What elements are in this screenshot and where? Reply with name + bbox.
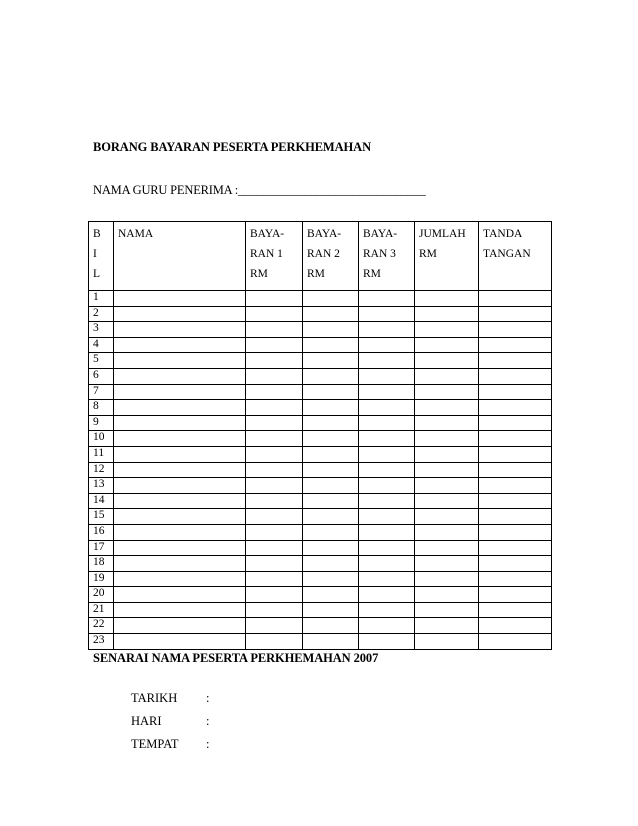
table-cell[interactable] <box>415 306 479 322</box>
table-cell[interactable] <box>303 400 359 416</box>
table-cell[interactable] <box>479 618 552 634</box>
table-cell[interactable] <box>303 337 359 353</box>
table-cell[interactable] <box>246 540 303 556</box>
table-row <box>89 462 552 478</box>
table-cell[interactable] <box>246 509 303 525</box>
table-cell[interactable] <box>303 556 359 572</box>
table-row <box>89 540 552 556</box>
table-row <box>89 556 552 572</box>
table-cell[interactable] <box>359 322 415 338</box>
table-cell[interactable] <box>359 587 415 603</box>
table-cell[interactable] <box>359 368 415 384</box>
table-cell[interactable] <box>303 571 359 587</box>
header-bayaran-1 <box>246 222 303 291</box>
table-cell[interactable] <box>114 306 246 322</box>
table-cell[interactable] <box>246 524 303 540</box>
header-line: RM <box>419 248 437 260</box>
table-cell[interactable] <box>415 524 479 540</box>
table-cell[interactable] <box>479 571 552 587</box>
table-cell[interactable] <box>303 509 359 525</box>
table-cell[interactable] <box>359 634 415 650</box>
table-cell[interactable] <box>479 353 552 369</box>
header-nama <box>114 222 246 291</box>
table-row <box>89 509 552 525</box>
table-cell[interactable] <box>479 493 552 509</box>
table-cell[interactable] <box>415 431 479 447</box>
table-cell[interactable] <box>359 306 415 322</box>
guru-penerima-line: NAMA GURU PENERIMA :_______________________________ <box>93 183 426 197</box>
table-cell[interactable] <box>303 634 359 650</box>
header-jumlah <box>415 222 479 291</box>
table-cell[interactable] <box>479 306 552 322</box>
table-cell[interactable] <box>479 556 552 572</box>
table-cell[interactable] <box>246 431 303 447</box>
table-cell[interactable] <box>246 618 303 634</box>
table-cell[interactable] <box>114 571 246 587</box>
table-cell[interactable] <box>303 384 359 400</box>
table-row <box>89 478 552 494</box>
header-line: JUMLAH <box>419 228 466 240</box>
table-cell[interactable] <box>114 478 246 494</box>
table-row <box>89 618 552 634</box>
list-title: SENARAI NAMA PESERTA PERKHEMAHAN 2007 <box>93 651 379 665</box>
table-cell[interactable] <box>303 602 359 618</box>
header-line: BAYA- <box>250 228 285 240</box>
table-row <box>89 571 552 587</box>
table-cell[interactable] <box>415 618 479 634</box>
table-cell[interactable] <box>303 478 359 494</box>
table-cell[interactable] <box>415 571 479 587</box>
table-cell[interactable] <box>303 306 359 322</box>
header-line: B <box>93 228 101 240</box>
table-cell[interactable] <box>479 462 552 478</box>
info-separator: : <box>206 737 210 751</box>
table-cell[interactable] <box>303 462 359 478</box>
table-cell[interactable] <box>479 587 552 603</box>
table-cell[interactable] <box>246 587 303 603</box>
header-line: I <box>93 248 97 260</box>
table-row <box>89 493 552 509</box>
table-cell[interactable] <box>114 587 246 603</box>
table-cell[interactable] <box>114 493 246 509</box>
table-cell[interactable] <box>415 368 479 384</box>
table-cell[interactable] <box>359 618 415 634</box>
row-number: 22 <box>89 618 114 634</box>
table-cell[interactable] <box>479 415 552 431</box>
table-cell[interactable] <box>246 384 303 400</box>
row-number: 17 <box>89 540 114 556</box>
table-cell[interactable] <box>114 291 246 307</box>
table-row <box>89 415 552 431</box>
table-cell[interactable] <box>246 353 303 369</box>
info-tarikh <box>131 691 209 706</box>
header-line: RAN 3 <box>363 248 396 260</box>
table-cell[interactable] <box>359 400 415 416</box>
table-cell[interactable] <box>359 462 415 478</box>
table-cell[interactable] <box>415 634 479 650</box>
table-cell[interactable] <box>359 431 415 447</box>
row-number: 12 <box>89 462 114 478</box>
table-row <box>89 524 552 540</box>
table-cell[interactable] <box>114 337 246 353</box>
table-row <box>89 446 552 462</box>
table-cell[interactable] <box>415 587 479 603</box>
header-line: RAN 2 <box>307 248 340 260</box>
header-line: BAYA- <box>307 228 342 240</box>
table-cell[interactable] <box>415 462 479 478</box>
table-cell[interactable] <box>246 493 303 509</box>
table-cell[interactable] <box>246 556 303 572</box>
table-cell[interactable] <box>114 415 246 431</box>
table-cell[interactable] <box>415 337 479 353</box>
table-cell[interactable] <box>246 337 303 353</box>
header-line: TANGAN <box>483 248 531 260</box>
table-row <box>89 431 552 447</box>
header-line: BAYA- <box>363 228 398 240</box>
row-number: 16 <box>89 524 114 540</box>
table-cell[interactable] <box>114 618 246 634</box>
table-cell[interactable] <box>359 509 415 525</box>
payment-table <box>88 221 552 650</box>
table-cell[interactable] <box>479 540 552 556</box>
table-cell[interactable] <box>246 306 303 322</box>
table-cell[interactable] <box>114 322 246 338</box>
row-number: 21 <box>89 602 114 618</box>
row-number: 4 <box>89 337 114 353</box>
table-cell[interactable] <box>479 368 552 384</box>
table-cell[interactable] <box>479 634 552 650</box>
table-cell[interactable] <box>246 446 303 462</box>
header-line: NAMA <box>118 228 154 240</box>
table-row <box>89 368 552 384</box>
table-cell[interactable] <box>246 571 303 587</box>
table-cell[interactable] <box>246 462 303 478</box>
table-cell[interactable] <box>415 291 479 307</box>
row-number: 5 <box>89 353 114 369</box>
table-cell[interactable] <box>359 446 415 462</box>
table-cell[interactable] <box>114 540 246 556</box>
table-cell[interactable] <box>359 493 415 509</box>
table-cell[interactable] <box>359 524 415 540</box>
table-cell[interactable] <box>303 415 359 431</box>
table-cell[interactable] <box>415 384 479 400</box>
info-separator: : <box>206 714 210 728</box>
table-cell[interactable] <box>114 368 246 384</box>
table-cell[interactable] <box>359 540 415 556</box>
table-cell[interactable] <box>479 446 552 462</box>
table-cell[interactable] <box>415 540 479 556</box>
row-number: 7 <box>89 384 114 400</box>
row-number: 15 <box>89 509 114 525</box>
table-cell[interactable] <box>359 291 415 307</box>
table-cell[interactable] <box>114 431 246 447</box>
table-row <box>89 322 552 338</box>
table-cell[interactable] <box>114 400 246 416</box>
table-cell[interactable] <box>303 431 359 447</box>
table-cell[interactable] <box>246 415 303 431</box>
table-header-row <box>89 222 552 291</box>
table-row <box>89 602 552 618</box>
table-cell[interactable] <box>479 400 552 416</box>
table-cell[interactable] <box>359 353 415 369</box>
table-cell[interactable] <box>114 556 246 572</box>
table-cell[interactable] <box>114 602 246 618</box>
table-cell[interactable] <box>415 446 479 462</box>
form-title: BORANG BAYARAN PESERTA PERKHEMAHAN <box>93 140 372 154</box>
table-cell[interactable] <box>415 493 479 509</box>
table-cell[interactable] <box>359 556 415 572</box>
header-line: RM <box>250 268 268 280</box>
header-line: L <box>93 268 101 280</box>
table-cell[interactable] <box>359 415 415 431</box>
table-cell[interactable] <box>479 431 552 447</box>
row-number: 9 <box>89 415 114 431</box>
table-cell[interactable] <box>303 368 359 384</box>
table-cell[interactable] <box>359 571 415 587</box>
table-cell[interactable] <box>479 524 552 540</box>
table-row <box>89 353 552 369</box>
table-cell[interactable] <box>415 602 479 618</box>
table-row <box>89 384 552 400</box>
row-number: 8 <box>89 400 114 416</box>
table-row <box>89 337 552 353</box>
table-cell[interactable] <box>359 478 415 494</box>
table-cell[interactable] <box>479 602 552 618</box>
table-cell[interactable] <box>359 602 415 618</box>
table-cell[interactable] <box>303 291 359 307</box>
table-cell[interactable] <box>303 353 359 369</box>
header-bil <box>89 222 114 291</box>
table-cell[interactable] <box>359 384 415 400</box>
table-cell[interactable] <box>303 524 359 540</box>
table-cell[interactable] <box>246 478 303 494</box>
row-number: 13 <box>89 478 114 494</box>
header-tanda-tangan <box>479 222 552 291</box>
table-row <box>89 291 552 307</box>
table-cell[interactable] <box>415 509 479 525</box>
table-cell[interactable] <box>246 291 303 307</box>
table-cell[interactable] <box>246 322 303 338</box>
row-number: 23 <box>89 634 114 650</box>
table-cell[interactable] <box>479 509 552 525</box>
table-cell[interactable] <box>415 415 479 431</box>
table-cell[interactable] <box>114 462 246 478</box>
table-cell[interactable] <box>114 384 246 400</box>
row-number: 19 <box>89 571 114 587</box>
table-cell[interactable] <box>479 291 552 307</box>
header-line: RM <box>307 268 325 280</box>
row-number: 3 <box>89 322 114 338</box>
table-cell[interactable] <box>303 587 359 603</box>
info-tempat <box>131 737 209 752</box>
table-cell[interactable] <box>114 509 246 525</box>
table-cell[interactable] <box>303 540 359 556</box>
table-cell[interactable] <box>415 556 479 572</box>
table-cell[interactable] <box>303 618 359 634</box>
table-cell[interactable] <box>479 384 552 400</box>
row-number: 2 <box>89 306 114 322</box>
header-line: TANDA <box>483 228 523 240</box>
table-cell[interactable] <box>415 322 479 338</box>
table-cell[interactable] <box>114 634 246 650</box>
table-row <box>89 400 552 416</box>
info-hari <box>131 714 209 729</box>
table-row <box>89 587 552 603</box>
table-cell[interactable] <box>303 322 359 338</box>
row-number: 10 <box>89 431 114 447</box>
table-cell[interactable] <box>246 400 303 416</box>
info-label: TEMPAT <box>131 737 179 751</box>
table-cell[interactable] <box>479 322 552 338</box>
table-cell[interactable] <box>479 337 552 353</box>
table-cell[interactable] <box>114 524 246 540</box>
header-line: RM <box>363 268 381 280</box>
row-number: 11 <box>89 446 114 462</box>
row-number: 6 <box>89 368 114 384</box>
table-cell[interactable] <box>114 353 246 369</box>
table-cell[interactable] <box>114 446 246 462</box>
table-cell[interactable] <box>246 634 303 650</box>
table-body <box>89 291 552 650</box>
table-cell[interactable] <box>246 602 303 618</box>
header-line: RAN 1 <box>250 248 283 260</box>
info-label: TARIKH <box>131 691 178 705</box>
table-cell[interactable] <box>479 478 552 494</box>
table-cell[interactable] <box>303 446 359 462</box>
table-cell[interactable] <box>246 368 303 384</box>
table-row <box>89 634 552 650</box>
table-cell[interactable] <box>415 353 479 369</box>
table-cell[interactable] <box>415 478 479 494</box>
row-number: 14 <box>89 493 114 509</box>
table-cell[interactable] <box>303 493 359 509</box>
info-label: HARI <box>131 714 162 728</box>
table-cell[interactable] <box>359 337 415 353</box>
row-number: 18 <box>89 556 114 572</box>
table-cell[interactable] <box>415 400 479 416</box>
table-row <box>89 306 552 322</box>
row-number: 1 <box>89 291 114 307</box>
info-separator: : <box>206 691 210 705</box>
header-bayaran-2 <box>303 222 359 291</box>
header-bayaran-3 <box>359 222 415 291</box>
row-number: 20 <box>89 587 114 603</box>
